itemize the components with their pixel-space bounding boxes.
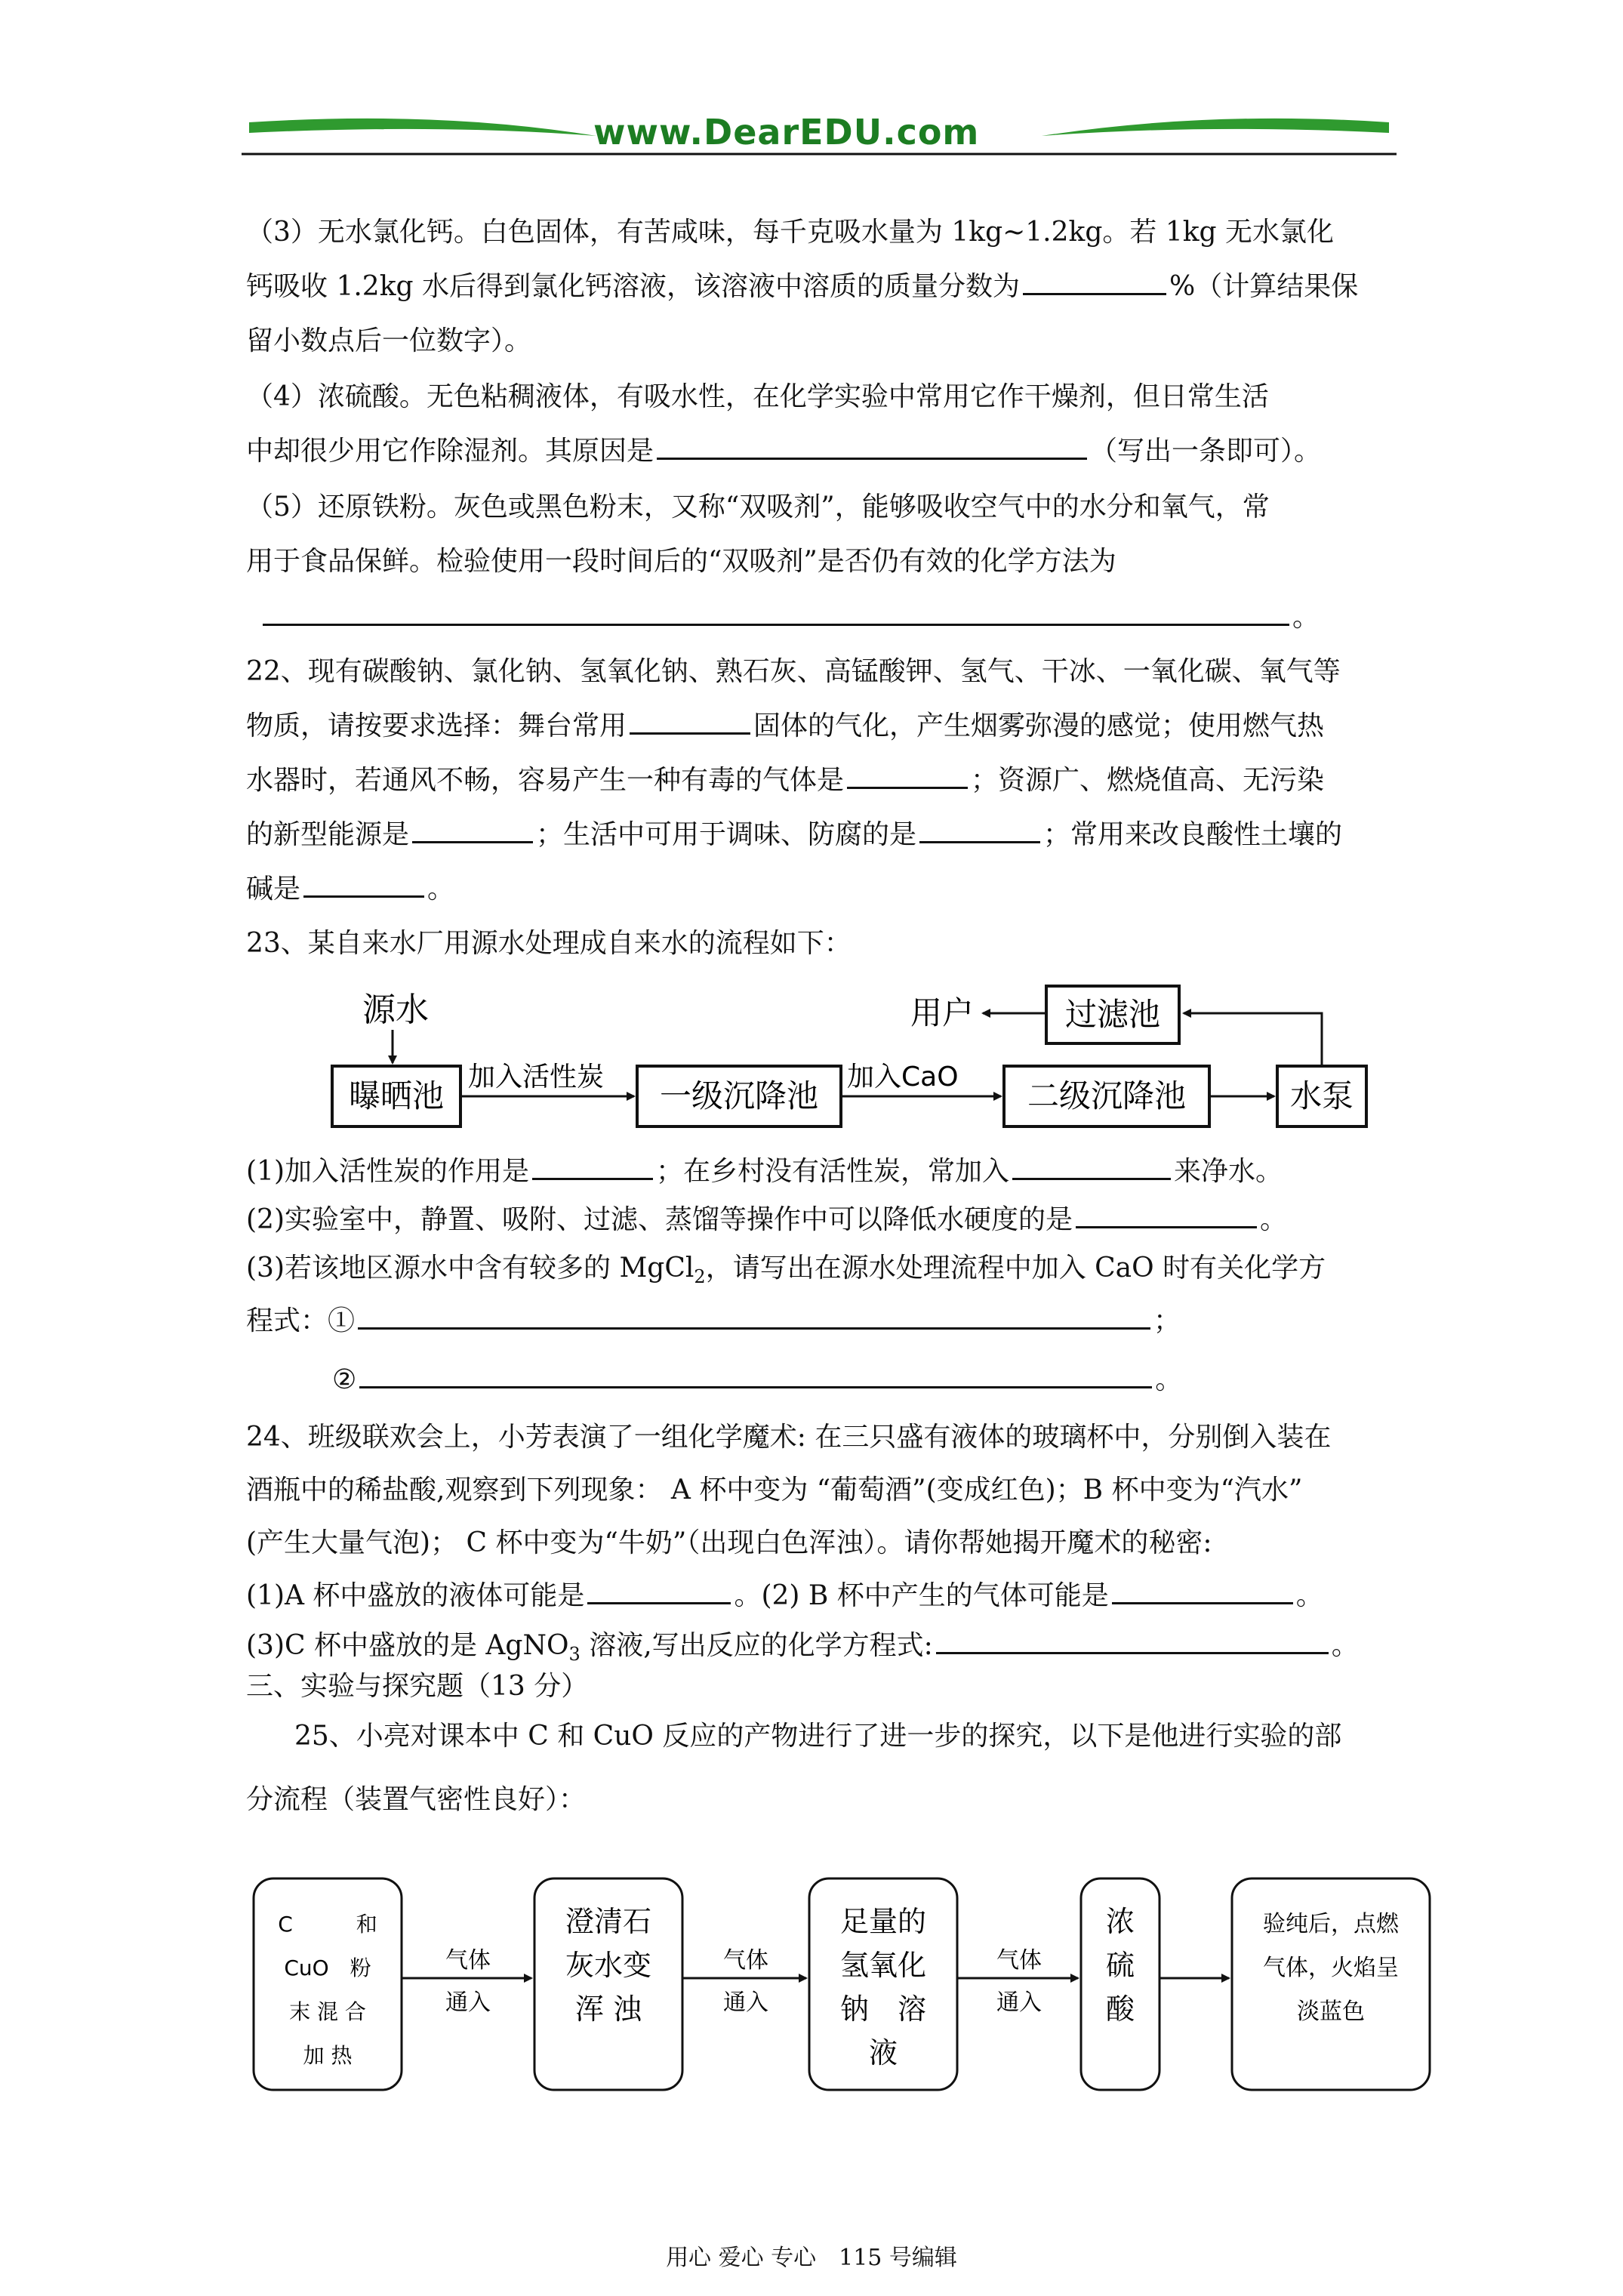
subscript: 3	[568, 1644, 581, 1666]
step-box-5	[1232, 1878, 1430, 2090]
q23-answer3	[246, 1252, 1326, 1293]
q21-p5-line3	[260, 601, 1320, 634]
answer-blank[interactable]	[847, 764, 968, 789]
arrow-label-pass-in: 通入	[996, 1989, 1042, 2016]
q23-equation2	[332, 1364, 1182, 1397]
q22-text: 物质，请按要求选择：舞台常用	[246, 710, 627, 741]
q23-text: 程式：①	[246, 1305, 356, 1336]
user-label: 用户	[910, 994, 974, 1031]
pool1-label: 曝晒池	[348, 1077, 445, 1114]
step-box-1-text: 加 热	[303, 2043, 353, 2068]
pump-label: 水泵	[1289, 1077, 1354, 1114]
answer-blank[interactable]	[1112, 1579, 1293, 1604]
q21-p4-line1: （4）浓硫酸。无色粘稠液体，有吸水性，在化学实验中常用它作干燥剂，但日常生活	[246, 381, 1269, 412]
step-box-1-text: C 和	[278, 1912, 377, 1937]
q21-p3-text-a: 钙吸收 1.2kg 水后得到氯化钙溶液，该溶液中溶质的质量分数为	[246, 271, 1020, 302]
answer-blank[interactable]	[1023, 270, 1166, 295]
q24-text: 溶液,写出反应的化学方程式:	[580, 1630, 933, 1661]
q23-text: 。	[1155, 1364, 1183, 1395]
answer-blank[interactable]	[263, 601, 1289, 626]
arrow-pump-to-filter	[1184, 1013, 1322, 1066]
step-box-3-text: 足量的	[839, 1905, 927, 1938]
answer-blank[interactable]	[1012, 1155, 1171, 1180]
q24-line1: 24、班级联欢会上，小芳表演了一组化学魔术: 在三只盛有液体的玻璃杯中，分别倒入装在	[246, 1422, 1332, 1453]
step-box-5-text: 验纯后，点燃	[1263, 1911, 1399, 1937]
pool2-label: 一级沉降池	[659, 1077, 819, 1114]
experiment-flow-diagram	[249, 1865, 1434, 2106]
step-box-3-text: 钠 溶	[839, 1992, 927, 2026]
q22-text: 碱是	[246, 874, 301, 905]
q24-text: (3)C 杯中盛放的是 AgNO	[246, 1630, 569, 1661]
right-swoosh	[1042, 119, 1389, 136]
q23-text: ，请写出在源水处理流程中加入 CaO 时有关化学方	[705, 1253, 1326, 1284]
q21-p5-line2: 用于食品保鲜。检验使用一段时间后的“双吸剂”是否仍有效的化学方法为	[246, 546, 1116, 577]
answer-blank[interactable]	[630, 710, 750, 735]
q22-text: ；生活中可用于调味、防腐的是	[536, 819, 917, 850]
q22-line2	[246, 710, 1324, 743]
q23-answer1	[246, 1155, 1283, 1188]
q21-p3-line2	[246, 270, 1358, 304]
site-logo-text: www.DearEDU.com	[593, 112, 980, 153]
q21-p3-text-b: %（计算结果保	[1169, 271, 1359, 302]
q23-text: ②	[332, 1364, 357, 1395]
q24-text: 。	[1295, 1580, 1323, 1611]
subscript: 2	[694, 1266, 706, 1288]
q24-line5	[246, 1629, 1359, 1671]
step-box-5-text: 淡蓝色	[1297, 1999, 1365, 2025]
answer-blank[interactable]	[657, 435, 1087, 460]
answer-blank[interactable]	[936, 1629, 1329, 1654]
q24-text: (1)A 杯中盛放的液体可能是	[246, 1580, 585, 1611]
filter-label: 过滤池	[1064, 996, 1161, 1033]
q21-p4-text-a: 中却很少用它作除湿剂。其原因是	[246, 436, 654, 467]
step-box-2-text: 浑 浊	[574, 1992, 642, 2026]
q23-text: (1)加入活性炭的作用是	[246, 1156, 529, 1187]
page-footer: 用心 爱心 专心 115 号编辑	[666, 2245, 957, 2271]
arrow-label-gas: 气体	[445, 1947, 491, 1974]
answer-blank[interactable]	[919, 818, 1040, 843]
answer-blank[interactable]	[532, 1155, 653, 1180]
q23-text: 。	[1260, 1204, 1288, 1235]
pool3-label: 二级沉降池	[1027, 1077, 1187, 1114]
edge1-label: 加入活性炭	[468, 1062, 605, 1093]
q21-p4-text-b: （写出一条即可）。	[1090, 436, 1322, 467]
step-box-1-text: 末 混 合	[289, 1999, 366, 2024]
q25-line1: 25、小亮对课本中 C 和 CuO 反应的产物进行了进一步的探究，以下是他进行实验的部	[294, 1721, 1342, 1752]
q21-p4-line2	[246, 435, 1321, 468]
arrow-label-pass-in: 通入	[723, 1989, 768, 2016]
answer-blank[interactable]	[359, 1364, 1152, 1388]
q23-text: ；	[1153, 1305, 1181, 1336]
q21-p5-line1: （5）还原铁粉。灰色或黑色粉末，又称“双吸剂”，能够吸收空气中的水分和氧气，常	[246, 492, 1270, 522]
answer-blank[interactable]	[1076, 1203, 1257, 1228]
arrow-label-pass-in: 通入	[445, 1989, 491, 2016]
q21-p5-end: 。	[1292, 602, 1320, 633]
answer-blank[interactable]	[303, 873, 424, 898]
step-box-2-text: 灰水变	[565, 1949, 652, 1982]
q22-text: ；资源广、燃烧值高、无污染	[971, 765, 1325, 796]
arrow-label-gas: 气体	[723, 1947, 768, 1974]
step-box-2-text: 澄清石	[565, 1905, 652, 1938]
q23-text: (2)实验室中，静置、吸附、过滤、蒸馏等操作中可以降低水硬度的是	[246, 1204, 1073, 1235]
q23-title: 23、某自来水厂用源水处理成自来水的流程如下：	[246, 928, 852, 959]
step-box-4-text: 浓	[1105, 1905, 1135, 1938]
step-box-3-text: 液	[868, 2036, 898, 2069]
q24-line2: 酒瓶中的稀盐酸,观察到下列现象： A 杯中变为 “葡萄酒”(变成红色)；B 杯中变为“汽水”	[246, 1475, 1303, 1505]
water-treatment-flow-diagram	[317, 982, 1389, 1144]
q22-line5	[246, 873, 454, 906]
source-water-label: 源水	[362, 991, 429, 1029]
left-swoosh	[249, 119, 596, 136]
q22-text: 水器时，若通风不畅，容易产生一种有毒的气体是	[246, 765, 845, 796]
q22-text: 的新型能源是	[246, 819, 410, 850]
q24-line4	[246, 1579, 1323, 1613]
arrow-label-gas: 气体	[996, 1947, 1042, 1974]
answer-blank[interactable]	[412, 818, 533, 843]
q24-text: 。	[1331, 1630, 1359, 1661]
q22-line1: 22、现有碳酸钠、氯化钠、氢氧化钠、熟石灰、高锰酸钾、氢气、干冰、一氧化碳、氧气等	[246, 656, 1341, 687]
q23-answer2	[246, 1203, 1287, 1237]
step-box-3-text: 氢氧化	[839, 1949, 927, 1982]
q22-text: 。	[427, 874, 455, 905]
answer-blank[interactable]	[358, 1305, 1150, 1330]
q21-p3-line1: （3）无水氯化钙。白色固体，有苦咸味，每千克吸水量为 1kg~1.2kg。若 1kg 无水氯化	[246, 217, 1335, 248]
q25-line2: 分流程（装置气密性良好）：	[246, 1784, 587, 1815]
step-box-1-text: CuO 粉	[284, 1955, 371, 1980]
step-box-4-text: 硫	[1105, 1949, 1135, 1982]
q23-equation1	[246, 1305, 1181, 1338]
step-box-5-text: 气体，火焰呈	[1263, 1955, 1399, 1981]
edge2-label: 加入CaO	[847, 1062, 959, 1093]
q22-text: ；常用来改良酸性土壤的	[1043, 819, 1343, 850]
q23-text: ；在乡村没有活性炭，常加入	[656, 1156, 1010, 1187]
q22-line3	[246, 764, 1324, 797]
q24-line3: (产生大量气泡)； C 杯中变为“牛奶”（出现白色浑浊）。请你帮她揭开魔术的秘密:	[246, 1527, 1212, 1558]
section-3-heading: 三、实验与探究题（13 分）	[246, 1671, 589, 1702]
q24-text: 。(2) B 杯中产生的气体可能是	[734, 1580, 1109, 1611]
q23-text: (3)若该地区源水中含有较多的 MgCl	[246, 1253, 694, 1284]
q21-p3-line3: 留小数点后一位数字）。	[246, 325, 532, 356]
q22-text: 固体的气化，产生烟雾弥漫的感觉；使用燃气热	[753, 710, 1325, 741]
answer-blank[interactable]	[587, 1579, 731, 1604]
q23-text: 来净水。	[1174, 1156, 1283, 1187]
q22-line4	[246, 818, 1342, 852]
step-box-4-text: 酸	[1105, 1992, 1135, 2026]
